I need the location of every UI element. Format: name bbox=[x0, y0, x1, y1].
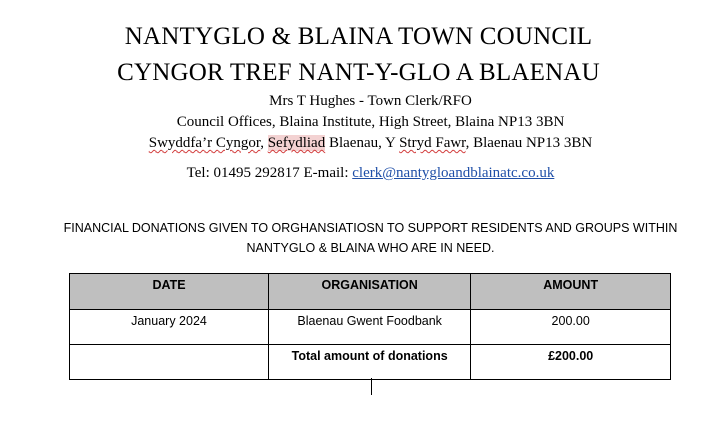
intro-line-2: NANTYGLO & BLAINA WHO ARE IN NEED. bbox=[246, 241, 495, 255]
cell-date: January 2024 bbox=[70, 310, 269, 345]
total-label: Total amount of donations bbox=[269, 345, 471, 380]
donations-table bbox=[69, 273, 671, 380]
address-english: Council Offices, Blaina Institute, High Street, Blaina NP13 3BN bbox=[176, 114, 565, 130]
council-title-english: NANTYGLO & BLAINA TOWN COUNCIL bbox=[124, 23, 593, 50]
contact-phone: Tel: 01495 292817 E-mail: bbox=[186, 165, 353, 181]
address-welsh-town: Blaenau, Y bbox=[325, 135, 400, 151]
intro-line-1: FINANCIAL DONATIONS GIVEN TO ORGHANSIATIOSN TO SUPPORT RESIDENTS AND GROUPS WITHIN bbox=[63, 221, 678, 235]
total-value: £200.00 bbox=[471, 345, 671, 380]
address-welsh-sep: , bbox=[260, 135, 268, 151]
text-cursor bbox=[371, 378, 372, 395]
address-welsh-institute: Sefydliad bbox=[267, 135, 326, 151]
email-link[interactable]: clerk@nantygloandblainatc.co.uk bbox=[352, 165, 555, 181]
table-header-row bbox=[70, 274, 671, 310]
council-title-welsh: CYNGOR TREF NANT-Y-GLO A BLAENAU bbox=[117, 59, 600, 86]
header-date: DATE bbox=[70, 274, 269, 310]
clerk-name: Mrs T Hughes - Town Clerk/RFO bbox=[269, 93, 472, 109]
contact-line bbox=[12, 165, 717, 182]
header-organisation: ORGANISATION bbox=[269, 274, 471, 310]
cell-amount: 200.00 bbox=[471, 310, 671, 345]
address-welsh bbox=[12, 135, 717, 152]
cell-organisation: Blaenau Gwent Foodbank bbox=[269, 310, 471, 345]
address-welsh-street: Stryd Fawr bbox=[399, 135, 466, 151]
header-amount: AMOUNT bbox=[471, 274, 671, 310]
table-total-row bbox=[70, 345, 671, 380]
address-welsh-postcode: , Blaenau NP13 3BN bbox=[465, 135, 593, 151]
address-welsh-office: Swyddfa’r Cyngor bbox=[148, 135, 261, 151]
cell-total-empty bbox=[70, 345, 269, 380]
table-row bbox=[70, 310, 671, 345]
